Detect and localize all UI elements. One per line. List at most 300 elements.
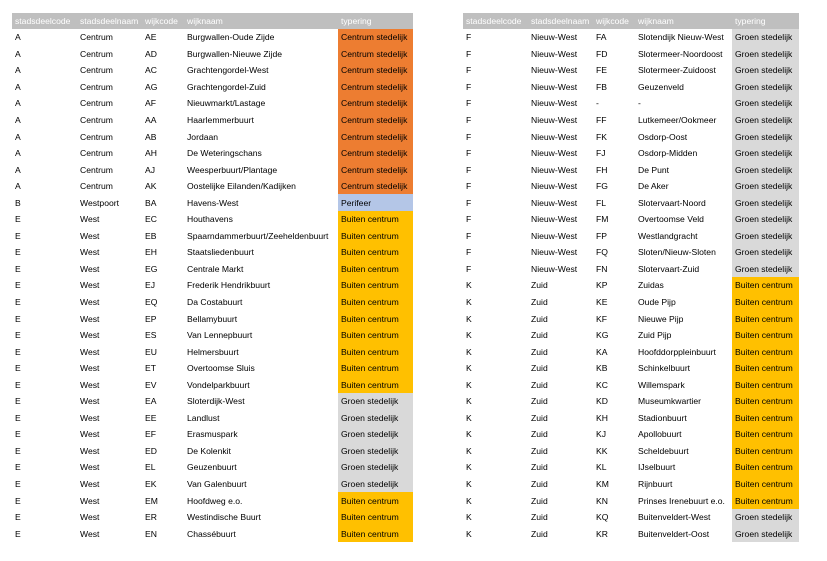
typering-cell: Buiten centrum <box>732 443 799 460</box>
table-row <box>12 95 413 112</box>
wijknaam-cell: Slotermeer-Noordoost <box>638 48 723 59</box>
wijknaam-cell: Burgwallen-Nieuwe Zijde <box>187 48 283 59</box>
table-row <box>12 211 413 228</box>
wijknaam-cell: Havens-West <box>187 197 239 208</box>
stadsdeelnaam-cell: Zuid <box>531 280 548 291</box>
wijknaam-cell: Zuidas <box>638 280 664 291</box>
wijkcode-cell: EA <box>145 396 157 407</box>
wijknaam-cell: Westlandgracht <box>638 230 698 241</box>
stadsdeelcode-cell: F <box>466 214 472 225</box>
typering-cell: Buiten centrum <box>732 426 799 443</box>
stadsdeelcode-cell: F <box>466 131 472 142</box>
wijknaam-cell: Geuzenbuurt <box>187 462 237 473</box>
wijknaam-cell: Nieuwmarkt/Lastage <box>187 98 266 109</box>
typering-cell: Groen stedelijk <box>732 194 799 211</box>
stadsdeelnaam-cell: Nieuw-West <box>531 263 578 274</box>
stadsdeelnaam-cell: Zuid <box>531 379 548 390</box>
typering-cell: Centrum stedelijk <box>338 161 413 178</box>
stadsdeelcode-cell: K <box>466 280 472 291</box>
stadsdeelcode-cell: A <box>15 115 21 125</box>
wijknaam-cell: Vondelparkbuurt <box>187 379 250 390</box>
wijknaam-cell: Slotendijk Nieuw-West <box>638 32 724 43</box>
typering-cell: Centrum stedelijk <box>338 62 413 79</box>
wijknaam-cell: Slotermeer-Zuidoost <box>638 65 716 76</box>
wijkcode-cell: EM <box>145 495 158 506</box>
wijknaam-cell: Grachtengordel-Zuid <box>187 81 266 92</box>
wijknaam-cell: Stadionbuurt <box>638 412 687 423</box>
wijknaam-cell: Van Galenbuurt <box>187 479 247 490</box>
table-row <box>12 261 413 278</box>
typering-cell: Groen stedelijk <box>732 145 799 162</box>
wijkcode-cell: FG <box>596 181 608 192</box>
stadsdeelcode-cell: K <box>466 297 472 308</box>
typering-cell: Groen stedelijk <box>732 79 799 96</box>
wijkcode-cell: AE <box>145 32 157 43</box>
stadsdeelnaam-cell: Nieuw-West <box>531 81 578 92</box>
wijknaam-cell: Overtoomse Sluis <box>187 363 255 374</box>
table-row <box>12 310 413 327</box>
wijkcode-cell: AG <box>145 81 158 92</box>
stadsdeelcode-cell: F <box>466 65 472 76</box>
wijkcode-cell: KD <box>596 396 608 407</box>
stadsdeelnaam-cell: Nieuw-West <box>531 65 578 76</box>
table-row <box>12 376 413 393</box>
typering-cell: Buiten centrum <box>732 294 799 311</box>
stadsdeelnaam-cell: West <box>80 445 100 456</box>
wijkcode-cell: EF <box>145 429 156 440</box>
header-wijknaam: wijknaam <box>638 16 674 26</box>
table-row <box>12 178 413 195</box>
wijknaam-cell: Osdorp-Oost <box>638 131 688 142</box>
header-stadsdeelcode: stadsdeelcode <box>15 16 71 26</box>
stadsdeelnaam-cell: Zuid <box>531 363 548 374</box>
stadsdeelnaam-cell: West <box>80 396 100 407</box>
stadsdeelcode-cell: A <box>15 81 21 92</box>
wijkcode-cell: AH <box>145 148 157 159</box>
stadsdeelcode-cell: E <box>15 330 21 341</box>
wijkcode-cell: FQ <box>596 247 608 258</box>
wijkcode-cell: AF <box>145 98 156 109</box>
wijknaam-cell: Grachtengordel-West <box>187 65 269 76</box>
stadsdeelcode-cell: E <box>15 214 21 225</box>
wijknaam-cell: Burgwallen-Oude Zijde <box>187 32 275 43</box>
typering-cell: Groen stedelijk <box>338 443 413 460</box>
stadsdeelcode-cell: B <box>15 197 21 208</box>
stadsdeelcode-cell: A <box>15 181 21 192</box>
wijkcode-cell: KR <box>596 528 608 539</box>
stadsdeelnaam-cell: Nieuw-West <box>531 98 578 109</box>
table-row <box>12 46 413 63</box>
wijkcode-cell: EL <box>145 462 156 473</box>
wijkcode-cell: FK <box>596 131 607 142</box>
wijknaam-cell: De Weteringschans <box>187 148 262 159</box>
stadsdeelnaam-cell: Centrum <box>80 81 113 92</box>
table-row <box>12 443 413 460</box>
typering-cell: Groen stedelijk <box>338 459 413 476</box>
wijkcode-cell: EH <box>145 247 157 258</box>
stadsdeelcode-cell: E <box>15 528 21 539</box>
header-wijkcode: wijkcode <box>596 16 629 26</box>
wijkcode-cell: ET <box>145 363 156 374</box>
wijknaam-cell: Lutkemeer/Ookmeer <box>638 115 717 125</box>
stadsdeelnaam-cell: Nieuw-West <box>531 131 578 142</box>
typering-cell: Buiten centrum <box>732 277 799 294</box>
stadsdeelcode-cell: F <box>466 247 472 258</box>
typering-cell: Centrum stedelijk <box>338 29 413 46</box>
stadsdeelnaam-cell: Zuid <box>531 429 548 440</box>
stadsdeelcode-cell: K <box>466 313 472 324</box>
table-header <box>463 13 799 29</box>
table-row <box>463 443 799 460</box>
table-row <box>12 343 413 360</box>
typering-cell: Centrum stedelijk <box>338 128 413 145</box>
wijknaam-cell: Weesperbuurt/Plantage <box>187 164 278 175</box>
wijknaam-cell: Geuzenveld <box>638 81 684 92</box>
typering-cell: Groen stedelijk <box>732 228 799 245</box>
table-row <box>12 79 413 96</box>
wijkcode-cell: KE <box>596 297 608 308</box>
stadsdeelnaam-cell: Centrum <box>80 181 113 192</box>
stadsdeelnaam-cell: West <box>80 214 100 225</box>
stadsdeelcode-cell: F <box>466 263 472 274</box>
stadsdeelcode-cell: F <box>466 32 472 43</box>
table-row <box>12 426 413 443</box>
table-row <box>463 327 799 344</box>
typering-cell: Buiten centrum <box>732 310 799 327</box>
stadsdeelcode-cell: E <box>15 396 21 407</box>
table-row <box>463 492 799 509</box>
stadsdeelnaam-cell: West <box>80 330 100 341</box>
typering-cell: Buiten centrum <box>732 393 799 410</box>
typering-cell: Centrum stedelijk <box>338 95 413 112</box>
stadsdeelnaam-cell: Zuid <box>531 412 548 423</box>
stadsdeelcode-cell: E <box>15 230 21 241</box>
typering-cell: Groen stedelijk <box>732 161 799 178</box>
wijkcode-cell: FM <box>596 214 609 225</box>
header-wijknaam: wijknaam <box>187 16 223 26</box>
table-row <box>463 376 799 393</box>
wijknaam-cell: De Aker <box>638 181 669 192</box>
table-row <box>12 29 413 46</box>
typering-cell: Groen stedelijk <box>732 29 799 46</box>
table-row <box>463 244 799 261</box>
typering-cell: Buiten centrum <box>732 410 799 427</box>
typering-cell: Groen stedelijk <box>338 410 413 427</box>
table-row <box>463 228 799 245</box>
wijknaam-cell: Osdorp-Midden <box>638 148 698 159</box>
wijkcode-cell: KC <box>596 379 608 390</box>
stadsdeelnaam-cell: Nieuw-West <box>531 214 578 225</box>
wijknaam-cell: Slotervaart-Noord <box>638 197 706 208</box>
wijkcode-cell: EK <box>145 479 157 490</box>
stadsdeelcode-cell: K <box>466 445 472 456</box>
wijknaam-cell: Oostelijke Eilanden/Kadijken <box>187 181 296 192</box>
stadsdeelcode-cell: E <box>15 363 21 374</box>
stadsdeelnaam-cell: West <box>80 379 100 390</box>
wijkcode-cell: AD <box>145 48 157 59</box>
wijkcode-cell: EB <box>145 230 157 241</box>
stadsdeelcode-cell: A <box>15 48 21 59</box>
stadsdeelcode-cell: E <box>15 412 21 423</box>
stadsdeelcode-cell: E <box>15 263 21 274</box>
typering-cell: Buiten centrum <box>338 327 413 344</box>
typering-cell: Groen stedelijk <box>338 476 413 493</box>
wijknaam-cell: Slotervaart-Zuid <box>638 263 700 274</box>
wijkcode-cell: KH <box>596 412 608 423</box>
wijknaam-cell: Hoofddorppleinbuurt <box>638 346 716 357</box>
typering-cell: Buiten centrum <box>732 343 799 360</box>
stadsdeelnaam-cell: Nieuw-West <box>531 164 578 175</box>
wijknaam-cell: Museumkwartier <box>638 396 702 407</box>
table-row <box>463 178 799 195</box>
wijknaam-cell: Frederik Hendrikbuurt <box>187 280 271 291</box>
wijknaam-cell: De Punt <box>638 164 670 175</box>
wijknaam-cell: Nieuwe Pijp <box>638 313 684 324</box>
table-row <box>12 393 413 410</box>
wijknaam-cell: Sloterdijk-West <box>187 396 245 407</box>
wijkcode-cell: FJ <box>596 148 606 159</box>
table-row <box>463 112 799 129</box>
wijkcode-cell: EU <box>145 346 157 357</box>
stadsdeelcode-cell: E <box>15 462 21 473</box>
typering-cell: Groen stedelijk <box>732 128 799 145</box>
stadsdeelnaam-cell: West <box>80 313 100 324</box>
table-body <box>12 29 413 542</box>
stadsdeelnaam-cell: Nieuw-West <box>531 230 578 241</box>
wijkcode-cell: EV <box>145 379 157 390</box>
stadsdeelcode-cell: A <box>15 148 21 159</box>
typering-cell: Buiten centrum <box>732 492 799 509</box>
typering-cell: Buiten centrum <box>338 211 413 228</box>
typering-cell: Groen stedelijk <box>732 46 799 63</box>
wijknaam-cell: Haarlemmerbuurt <box>187 115 254 125</box>
wijkcode-cell: AB <box>145 131 157 142</box>
wijknaam-cell: Prinses Irenebuurt e.o. <box>638 495 725 506</box>
wijkcode-cell: EP <box>145 313 157 324</box>
typering-cell: Groen stedelijk <box>732 509 799 526</box>
table-row <box>463 145 799 162</box>
table-row <box>12 277 413 294</box>
typering-cell: Buiten centrum <box>338 343 413 360</box>
stadsdeelnaam-cell: Centrum <box>80 32 113 43</box>
typering-cell: Buiten centrum <box>338 310 413 327</box>
typering-cell: Buiten centrum <box>338 525 413 542</box>
stadsdeelcode-cell: E <box>15 297 21 308</box>
stadsdeelcode-cell: K <box>466 528 472 539</box>
header-stadsdeelnaam: stadsdeelnaam <box>80 16 139 26</box>
wijknaam-cell: Staatsliedenbuurt <box>187 247 254 258</box>
wijkcode-cell: FB <box>596 81 607 92</box>
table-row <box>12 525 413 542</box>
stadsdeelcode-cell: F <box>466 164 472 175</box>
typering-cell: Buiten centrum <box>338 244 413 261</box>
table-row <box>463 360 799 377</box>
stadsdeelnaam-cell: Zuid <box>531 479 548 490</box>
stadsdeelnaam-cell: Zuid <box>531 495 548 506</box>
typering-cell: Centrum stedelijk <box>338 145 413 162</box>
wijkcode-cell: EG <box>145 263 158 274</box>
wijkcode-cell: KQ <box>596 512 609 523</box>
wijkcode-cell: AA <box>145 115 157 125</box>
wijknaam-cell: Buitenveldert-West <box>638 512 711 523</box>
stadsdeelcode-cell: F <box>466 115 472 125</box>
stadsdeelcode-cell: E <box>15 247 21 258</box>
header-wijkcode: wijkcode <box>145 16 178 26</box>
typering-cell: Groen stedelijk <box>732 244 799 261</box>
stadsdeelcode-cell: K <box>466 363 472 374</box>
stadsdeelcode-cell: K <box>466 330 472 341</box>
stadsdeelcode-cell: K <box>466 412 472 423</box>
stadsdeelnaam-cell: Zuid <box>531 512 548 523</box>
stadsdeelcode-cell: A <box>15 32 21 43</box>
header-typering: typering <box>735 16 766 26</box>
stadsdeelcode-cell: A <box>15 98 21 109</box>
wijknaam-cell: Bellamybuurt <box>187 313 238 324</box>
wijknaam-cell: Jordaan <box>187 131 219 142</box>
table-row <box>12 459 413 476</box>
typering-cell: Buiten centrum <box>338 492 413 509</box>
wijkcode-cell: FD <box>596 48 608 59</box>
wijknaam-cell: Sloten/Nieuw-Sloten <box>638 247 716 258</box>
stadsdeelcode-cell: E <box>15 512 21 523</box>
stadsdeelcode-cell: E <box>15 280 21 291</box>
stadsdeelcode-cell: A <box>15 164 21 175</box>
wijkcode-cell: ED <box>145 445 157 456</box>
table-row <box>463 128 799 145</box>
wijknaam-cell: Landlust <box>187 412 220 423</box>
stadsdeelnaam-cell: West <box>80 528 100 539</box>
stadsdeelnaam-cell: Centrum <box>80 65 113 76</box>
wijkcode-cell: - <box>596 98 599 109</box>
stadsdeelnaam-cell: Centrum <box>80 98 113 109</box>
stadsdeelnaam-cell: Zuid <box>531 396 548 407</box>
table-row <box>463 525 799 542</box>
stadsdeelcode-cell: E <box>15 479 21 490</box>
wijkcode-cell: KK <box>596 445 608 456</box>
header-typering: typering <box>341 16 372 26</box>
wijknaam-cell: Erasmuspark <box>187 429 238 440</box>
wijknaam-cell: Rijnbuurt <box>638 479 673 490</box>
stadsdeelnaam-cell: Nieuw-West <box>531 48 578 59</box>
wijkcode-cell: KP <box>596 280 608 291</box>
stadsdeelnaam-cell: West <box>80 263 100 274</box>
stadsdeelnaam-cell: West <box>80 230 100 241</box>
stadsdeelcode-cell: F <box>466 98 472 109</box>
table-row <box>12 360 413 377</box>
stadsdeelnaam-cell: West <box>80 280 100 291</box>
stadsdeelnaam-cell: Centrum <box>80 115 113 125</box>
wijknaam-cell: Houthavens <box>187 214 233 225</box>
wijknaam-cell: De Kolenkit <box>187 445 231 456</box>
stadsdeelcode-cell: F <box>466 181 472 192</box>
table-row <box>12 112 413 129</box>
typering-cell: Centrum stedelijk <box>338 112 413 129</box>
header-stadsdeelnaam: stadsdeelnaam <box>531 16 590 26</box>
table-row <box>463 509 799 526</box>
wijkcode-cell: KJ <box>596 429 607 440</box>
wijknaam-cell: Hoofdweg e.o. <box>187 495 243 506</box>
wijkcode-cell: EJ <box>145 280 156 291</box>
table-body <box>463 29 799 542</box>
table-row <box>463 310 799 327</box>
wijkcode-cell: KN <box>596 495 608 506</box>
wijknaam-cell: Da Costabuurt <box>187 297 243 308</box>
stadsdeelnaam-cell: West <box>80 363 100 374</box>
stadsdeelnaam-cell: Centrum <box>80 48 113 59</box>
typering-cell: Groen stedelijk <box>732 178 799 195</box>
stadsdeelnaam-cell: Nieuw-West <box>531 148 578 159</box>
typering-cell: Groen stedelijk <box>732 211 799 228</box>
typering-cell: Centrum stedelijk <box>338 79 413 96</box>
table-row <box>463 277 799 294</box>
typering-cell: Buiten centrum <box>338 509 413 526</box>
wijknaam-cell: Zuid Pijp <box>638 330 672 341</box>
wijkcode-cell: AJ <box>145 164 156 175</box>
table-row <box>12 128 413 145</box>
wijkcode-cell: KF <box>596 313 607 324</box>
table-row <box>12 244 413 261</box>
typering-cell: Buiten centrum <box>732 327 799 344</box>
table-row <box>12 327 413 344</box>
stadsdeelcode-cell: E <box>15 495 21 506</box>
stadsdeelnaam-cell: Centrum <box>80 148 113 159</box>
wijkcode-cell: FE <box>596 65 607 76</box>
stadsdeelcode-cell: E <box>15 379 21 390</box>
wijkcode-cell: KG <box>596 330 609 341</box>
wijkcode-cell: EN <box>145 528 157 539</box>
table-row <box>463 62 799 79</box>
wijknaam-cell: Scheldebuurt <box>638 445 689 456</box>
stadsdeelnaam-cell: Zuid <box>531 313 548 324</box>
table-header <box>12 13 413 29</box>
wijkcode-cell: ES <box>145 330 157 341</box>
stadsdeelcode-cell: K <box>466 479 472 490</box>
table-row <box>12 194 413 211</box>
wijkcode-cell: ER <box>145 512 157 523</box>
table-left <box>12 13 413 542</box>
stadsdeelnaam-cell: Zuid <box>531 346 548 357</box>
table-row <box>463 343 799 360</box>
wijknaam-cell: Spaarndammerbuurt/Zeeheldenbuurt <box>187 230 329 241</box>
table-row <box>12 294 413 311</box>
stadsdeelnaam-cell: Westpoort <box>80 197 120 208</box>
wijkcode-cell: KB <box>596 363 608 374</box>
stadsdeelnaam-cell: Nieuw-West <box>531 197 578 208</box>
typering-cell: Buiten centrum <box>338 360 413 377</box>
table-row <box>463 194 799 211</box>
table-row <box>463 294 799 311</box>
stadsdeelnaam-cell: West <box>80 429 100 440</box>
wijknaam-cell: Chassébuurt <box>187 528 236 539</box>
table-row <box>463 459 799 476</box>
stadsdeelcode-cell: A <box>15 65 21 76</box>
stadsdeelcode-cell: F <box>466 197 472 208</box>
table-row <box>463 46 799 63</box>
table-row <box>463 393 799 410</box>
stadsdeelcode-cell: K <box>466 396 472 407</box>
stadsdeelcode-cell: F <box>466 48 472 59</box>
wijknaam-cell: Van Lennepbuurt <box>187 330 253 341</box>
typering-cell: Perifeer <box>338 194 413 211</box>
stadsdeelnaam-cell: Zuid <box>531 528 548 539</box>
wijknaam-cell: Schinkelbuurt <box>638 363 691 374</box>
table-right <box>463 13 799 542</box>
stadsdeelcode-cell: E <box>15 313 21 324</box>
table-row <box>463 261 799 278</box>
typering-cell: Groen stedelijk <box>338 426 413 443</box>
wijkcode-cell: AK <box>145 181 157 192</box>
header-stadsdeelcode: stadsdeelcode <box>466 16 522 26</box>
